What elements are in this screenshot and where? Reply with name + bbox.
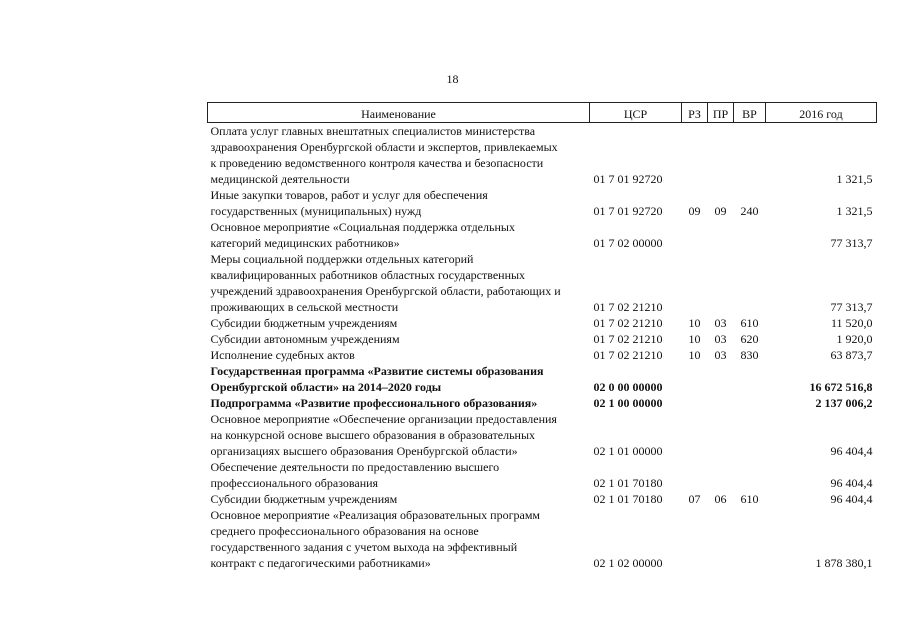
- row-rz: 10: [688, 332, 701, 346]
- row-pr: 03: [714, 332, 727, 346]
- row-name: Основное мероприятие «Обеспечение организации предоставления на конкурсной основе высшего образования в образовательных организациях высшего образования Оренбургской области»: [210, 412, 557, 458]
- row-pr: [708, 123, 734, 188]
- row-name: Меры социальной поддержки отдельных категорий квалифицированных работников областных государственных учреждений здравоохранения Оренбургской области, работающих и проживающих в сельской местности: [210, 252, 561, 314]
- header-rz: РЗ: [682, 103, 708, 123]
- row-amount: 77 313,7: [830, 300, 873, 314]
- row-rz: [682, 363, 708, 395]
- row-amount: 96 404,4: [830, 476, 873, 490]
- row-amount: 96 404,4: [830, 492, 873, 506]
- row-pr: 09: [714, 204, 727, 218]
- row-csr: 02 1 00 00000: [593, 396, 663, 410]
- row-pr: [708, 363, 734, 395]
- row-rz: 09: [688, 204, 701, 218]
- row-name: Субсидии бюджетным учреждениям: [210, 316, 398, 330]
- row-vr: [734, 251, 766, 315]
- row-name: Государственная программа «Развитие системы образования Оренбургской области» на 2014–2020 годы: [210, 364, 544, 394]
- table-row: [208, 123, 877, 188]
- page-number: 18: [446, 72, 459, 86]
- row-csr: 01 7 02 21210: [593, 316, 663, 330]
- row-vr: 610: [740, 492, 759, 506]
- row-pr: [708, 459, 734, 491]
- row-pr: [708, 507, 734, 571]
- row-rz: [682, 395, 708, 411]
- row-vr: [734, 219, 766, 251]
- row-vr: 610: [740, 316, 759, 330]
- row-amount: 11 520,0: [830, 316, 873, 330]
- row-vr: 620: [740, 332, 759, 346]
- row-vr: [734, 411, 766, 459]
- row-amount: 63 873,7: [830, 348, 873, 362]
- row-csr: 01 7 01 92720: [593, 204, 663, 218]
- row-vr: [734, 459, 766, 491]
- row-amount: 16 672 516,8: [809, 380, 873, 394]
- row-vr: [734, 123, 766, 188]
- table-row: [208, 395, 877, 411]
- header-pr: ПР: [708, 103, 734, 123]
- row-name: Основное мероприятие «Социальная поддержка отдельных категорий медицинских работников»: [210, 220, 515, 250]
- table-row: [208, 507, 877, 571]
- table-row: [208, 363, 877, 395]
- table-header-row: [208, 103, 877, 123]
- row-name: Основное мероприятие «Реализация образовательных программ среднего профессионального образования на основе государственного задания с учетом выхода на эффективный контракт с педагогическими работниками»: [210, 508, 541, 570]
- row-vr: [734, 395, 766, 411]
- row-name: Субсидии автономным учреждениям: [210, 332, 400, 346]
- table-row: [208, 331, 877, 347]
- row-csr: 02 0 00 00000: [593, 380, 663, 394]
- row-name: Исполнение судебных актов: [210, 348, 355, 362]
- row-rz: [682, 411, 708, 459]
- row-name: Оплата услуг главных внештатных специалистов министерства здравоохранения Оренбургской области и экспертов, привлекаемых к проведению ведомственного контроля качества и безопасности медицинской деятельности: [210, 124, 558, 186]
- row-amount: 1 321,5: [836, 172, 873, 186]
- header-vr: ВР: [734, 103, 766, 123]
- table-row: [208, 411, 877, 459]
- row-rz: [682, 251, 708, 315]
- table-row: [208, 219, 877, 251]
- table-row: [208, 251, 877, 315]
- row-name: Обеспечение деятельности по предоставлению высшего профессионального образования: [210, 460, 500, 490]
- row-csr: 02 1 01 00000: [593, 444, 663, 458]
- row-csr: 01 7 01 92720: [593, 172, 663, 186]
- row-amount: 1 878 380,1: [815, 556, 873, 570]
- row-rz: [682, 123, 708, 188]
- row-rz: 10: [688, 348, 701, 362]
- row-pr: [708, 251, 734, 315]
- row-amount: 2 137 006,2: [815, 396, 873, 410]
- row-rz: [682, 459, 708, 491]
- row-rz: 10: [688, 316, 701, 330]
- row-csr: 01 7 02 21210: [593, 348, 663, 362]
- row-amount: 96 404,4: [830, 444, 873, 458]
- header-year: 2016 год: [766, 103, 877, 123]
- row-rz: [682, 219, 708, 251]
- table-row: [208, 187, 877, 219]
- table-row: [208, 347, 877, 363]
- header-name: Наименование: [208, 103, 590, 123]
- table-row: [208, 491, 877, 507]
- row-amount: 1 321,5: [836, 204, 873, 218]
- row-csr: 01 7 02 00000: [593, 236, 663, 250]
- row-csr: 01 7 02 21210: [593, 300, 663, 314]
- row-csr: 02 1 02 00000: [593, 556, 663, 570]
- row-csr: 02 1 01 70180: [593, 492, 663, 506]
- row-amount: 77 313,7: [830, 236, 873, 250]
- row-csr: 01 7 02 21210: [593, 332, 663, 346]
- table-row: [208, 459, 877, 491]
- row-pr: [708, 411, 734, 459]
- row-vr: 240: [740, 204, 759, 218]
- row-vr: [734, 507, 766, 571]
- row-vr: 830: [740, 348, 759, 362]
- row-amount: 1 920,0: [836, 332, 873, 346]
- row-pr: 06: [714, 492, 727, 506]
- row-vr: [734, 363, 766, 395]
- row-pr: [708, 219, 734, 251]
- row-pr: 03: [714, 348, 727, 362]
- header-csr: ЦСР: [590, 103, 682, 123]
- row-name: Подпрограмма «Развитие профессионального образования»: [210, 396, 538, 410]
- row-name: Иные закупки товаров, работ и услуг для обеспечения государственных (муниципальных) нужд: [210, 188, 488, 218]
- row-rz: [682, 507, 708, 571]
- budget-table: [207, 102, 877, 571]
- table-body: [208, 123, 877, 572]
- table-row: [208, 315, 877, 331]
- row-csr: 02 1 01 70180: [593, 476, 663, 490]
- row-pr: 03: [714, 316, 727, 330]
- row-name: Субсидии бюджетным учреждениям: [210, 492, 398, 506]
- row-pr: [708, 395, 734, 411]
- row-rz: 07: [688, 492, 701, 506]
